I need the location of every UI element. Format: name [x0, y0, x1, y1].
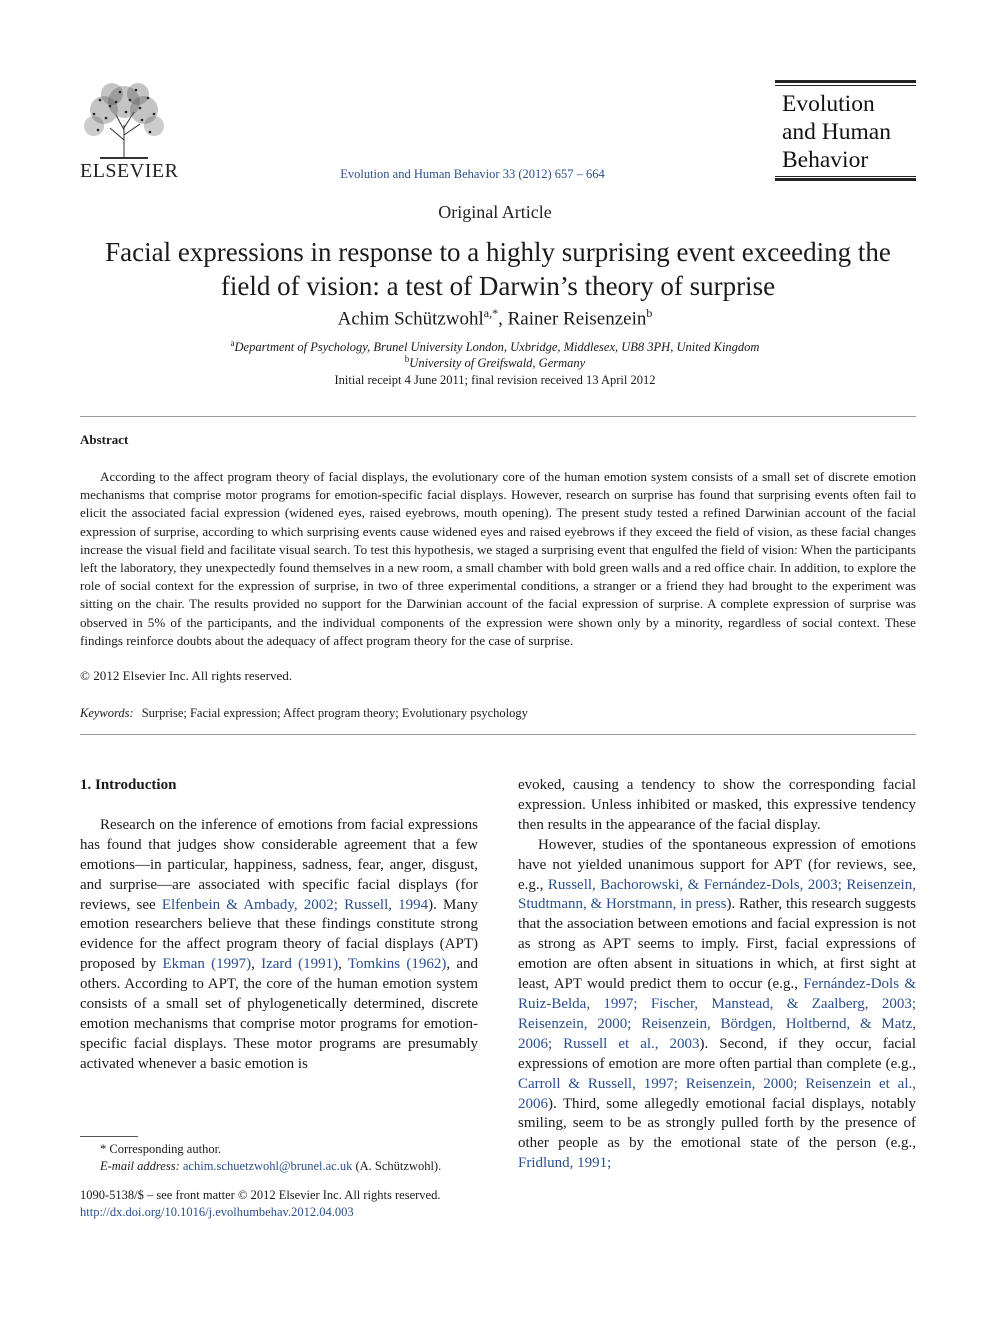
affiliation-marker: a — [230, 338, 235, 348]
body-paragraph — [518, 836, 916, 1174]
author-separator: , — [498, 308, 508, 330]
paragraph-text: ). Second, if they occur, facial expressions of emotion are more often partial than complete (e.g., — [518, 1035, 917, 1072]
paragraph-text: ). Rather, this research suggests that the association between emotions and facial expression is not as strong as APT seems to imply. First, facial expressions of emotion are often absent in situations in which, at first sight at least, APT would predict them to occur (e.g., — [518, 896, 916, 993]
footnote-rule — [80, 1136, 138, 1137]
body-column-left — [80, 776, 478, 1075]
citation-link[interactable]: Tomkins (1962) — [347, 956, 447, 973]
paragraph-text: Research on the inference of emotions from facial expressions has found that judges show considerable agreement that a few emotions—in particular, happiness, sadness, fear, anger, disgust, and surprise—are associated with specific facial displays (for reviews, see — [80, 816, 478, 913]
author-name[interactable]: Achim Schützwohl — [337, 308, 484, 330]
section-heading: 1. Introduction — [80, 777, 177, 793]
email-link[interactable]: achim.schuetzwohl@brunel.ac.uk — [182, 1159, 353, 1173]
citation-link[interactable]: Elfenbein & Ambady, 2002; Russell, 1994 — [161, 896, 429, 913]
citation-link[interactable]: Ekman (1997) — [162, 956, 252, 973]
corresponding-author-note: * Corresponding author. — [100, 1142, 222, 1156]
publisher-wordmark: ELSEVIER — [80, 160, 179, 182]
email-note — [80, 1159, 480, 1174]
keywords — [80, 706, 528, 721]
body-paragraph — [80, 816, 478, 1075]
affiliation — [0, 354, 990, 371]
elsevier-tree-logo-icon — [80, 80, 168, 160]
author-affiliation-marker[interactable]: a,* — [483, 306, 499, 320]
author-list — [0, 306, 990, 330]
citation-link[interactable]: Izard (1991) — [261, 956, 339, 973]
section-divider — [80, 734, 916, 735]
section-divider — [80, 416, 916, 417]
citation-link[interactable]: Carroll & Russell, 1997; Reisenzein, 2000; Reisenzein et al., 2006 — [518, 1075, 916, 1112]
affiliation-marker: b — [404, 354, 410, 364]
body-column-right — [518, 776, 916, 1174]
email-label: E-mail address: — [100, 1159, 180, 1173]
citation-link[interactable]: Fernández-Dols & Ruiz-Belda, 1997; Fischer, Manstead, & Zaalberg, 2003; Reisenzein, 2000; Reisenzein, Bördgen, Holtbernd, & Matz, 2006; Russell et al., 2003 — [518, 976, 916, 1052]
article-type: Original Article — [438, 202, 552, 222]
keywords-list: Surprise; Facial expression; Affect program theory; Evolutionary psychology — [141, 706, 528, 720]
body-paragraph: evoked, causing a tendency to show the corresponding facial expression. Unless inhibited or masked, this expressive tendency then results in the appearance of the facial display. — [518, 777, 916, 833]
journal-name-line: Behavior — [782, 147, 869, 173]
keywords-label: Keywords: — [80, 706, 134, 720]
affiliation-text: University of Greifswald, Germany — [409, 356, 586, 371]
author-affiliation-marker[interactable]: b — [646, 306, 653, 320]
journal-citation-link[interactable]: Evolution and Human Behavior 33 (2012) 657 – 664 — [340, 167, 605, 181]
paragraph-text: , — [251, 956, 262, 973]
author-name[interactable]: Rainer Reisenzein — [507, 308, 647, 330]
journal-name-box — [775, 80, 916, 180]
abstract-copyright: © 2012 Elsevier Inc. All rights reserved. — [80, 668, 293, 683]
journal-box-rule — [775, 176, 916, 177]
affiliation — [0, 338, 990, 355]
paragraph-text: ). Third, some allegedly emotional facial displays, notably smiling, seem to be as strongly pulled forth by the presence of other people as by the emotional state of the person (e.g., — [518, 1095, 916, 1152]
abstract-heading: Abstract — [80, 432, 129, 447]
citation-link[interactable]: Fridlund, 1991; — [518, 1155, 612, 1172]
doi-link[interactable]: http://dx.doi.org/10.1016/j.evolhumbehav.2012.04.003 — [80, 1205, 354, 1219]
abstract-paragraph: According to the affect program theory of facial displays, the evolutionary core of the human emotion system consists of a small set of discrete emotion mechanisms that comprise motor programs for emotion-specific facial displays. However, research on surprise has found that surprising events often fail to elicit the associated facial expression (widened eyes, raised eyebrows, mouth opening). The present study tested a refined Darwinian account of the facial expression of surprise, according to which surprising events cause widened eyes and raised eyebrows if they exceed the field of vision, as these facial changes increase the visual field and facilitate visual search. To test this hypothesis, we staged a surprising event that engulfed the field of vision: When the participants left the laboratory, they unexpectedly found themselves in a new room, a small chamber with bold green walls and a red office chair. In addition, to explore the role of social context for the expression of surprise, in two of three experimental conditions, a stranger or a friend they had brought to the experiment was sitting on the chair. The results provided no support for the Darwinian account of the facial expression of surprise. A complete expression of surprise was observed in 5% of the participants, and the individual components of the expression were shown only by a minority, regardless of social context. These findings reinforce doubts about the adequacy of affect program theory for the case of surprise. — [80, 469, 916, 648]
journal-name-line: Evolution — [782, 91, 875, 117]
paragraph-text: , — [338, 956, 348, 973]
citation-link[interactable]: Russell, Bachorowski, & Fernández-Dols, 2003; Reisenzein, Studtmann, & Horstmann, in press — [518, 876, 916, 913]
journal-box-rule — [775, 80, 916, 83]
affiliation-text: Department of Psychology, Brunel University London, Uxbridge, Middlesex, UB8 3PH, United Kingdom — [234, 340, 760, 355]
article-title: Facial expressions in response to a highly surprising event exceeding the field of vision: a test of Darwin’s theory of surprise — [105, 237, 891, 301]
journal-name — [782, 90, 916, 174]
issn-line: 1090-5138/$ – see front matter © 2012 Elsevier Inc. All rights reserved. — [80, 1188, 441, 1202]
journal-name-line: and Human — [782, 119, 891, 145]
email-owner: (A. Schützwohl). — [355, 1159, 442, 1173]
paragraph-text: However, studies of the spontaneous expression of emotions have not yielded unanimous support for APT (for reviews, see, e.g., — [518, 836, 916, 893]
paragraph-text: , and others. According to APT, the core of the human emotion system consists of a small set of phylogenetically determined, discrete emotion mechanisms that comprise motor programs for emotion-specific facial displays. These motor programs are presumably activated whenever a basic emotion is — [80, 956, 479, 1072]
journal-box-rule — [775, 85, 916, 86]
journal-box-rule — [775, 178, 916, 181]
paragraph-text: ). Many emotion researchers believe that these findings constitute strong evidence for the affect program theory of facial displays (APT) proposed by — [80, 896, 478, 973]
receipt-dates: Initial receipt 4 June 2011; final revision received 13 April 2012 — [334, 373, 656, 387]
abstract-body — [80, 468, 916, 650]
